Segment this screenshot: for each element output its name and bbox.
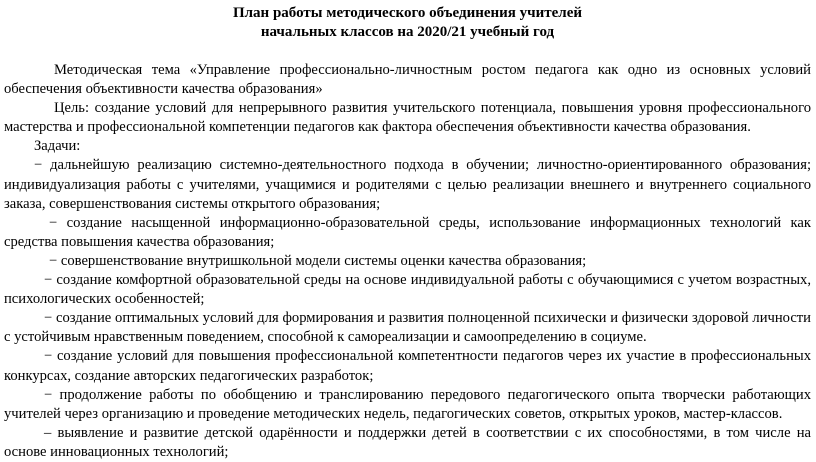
goal-paragraph: Цель: создание условий для непрерывного развития учительского потенциала, повышения уровня профессионального мастерства и профессиональной компетенции педагогов как фактора обеспечения объективности качества образования. <box>4 100 811 136</box>
document-title-line-1: План работы методического объединения учителей <box>232 5 583 21</box>
task-item: − совершенствование внутришкольной модели системы оценки качества образования; <box>49 252 587 269</box>
task-item: − создание комфортной образовательной среды на основе индивидуальной работы с обучающимися с учетом возрастных, психологических особенностей; <box>4 272 811 308</box>
task-item: − создание насыщенной информационно-образовательной среды, использование информационных технологий как средства повышения качества образования; <box>4 214 811 250</box>
document-title-line-2: начальных классов на 2020/21 учебный год <box>260 23 555 40</box>
task-item: − дальнейшую реализацию системно-деятельностного подхода в обучении; личностно-ориентированного образования; индивидуализация работы с учителями, учащимися и родителями с целью реализации внешнего и внутреннего социального заказа, совершенствования системы открытого образования; <box>4 157 811 212</box>
task-item: – выявление и развитие детской одарённости и поддержки детей в соответствии с их способностями, в том числе на основе инновационных технологий; <box>4 424 811 460</box>
task-item: − создание оптимальных условий для формирования и развития полноценной психически и физически здоровой личности с устойчивым нравственным поведением, способной к самореализации и самоопределению в социуме. <box>4 310 811 346</box>
task-item: − создание условий для повышения профессиональной компетентности педагогов через их участие в профессиональных конкурсах, создание авторских педагогических разработок; <box>4 348 811 384</box>
title-spacer <box>4 41 811 61</box>
tasks-heading: Задачи: <box>34 138 81 155</box>
methodical-theme: Методическая тема «Управление профессионально-личностным ростом педагога как одно из основных условий обеспечения объективности качества образования» <box>4 62 811 98</box>
task-item: − продолжение работы по обобщению и транслированию передового педагогического опыта творчески работающих учителей через организацию и проведение методических недель, педагогических советов, открытых уроков, мастер-классов. <box>4 386 811 422</box>
